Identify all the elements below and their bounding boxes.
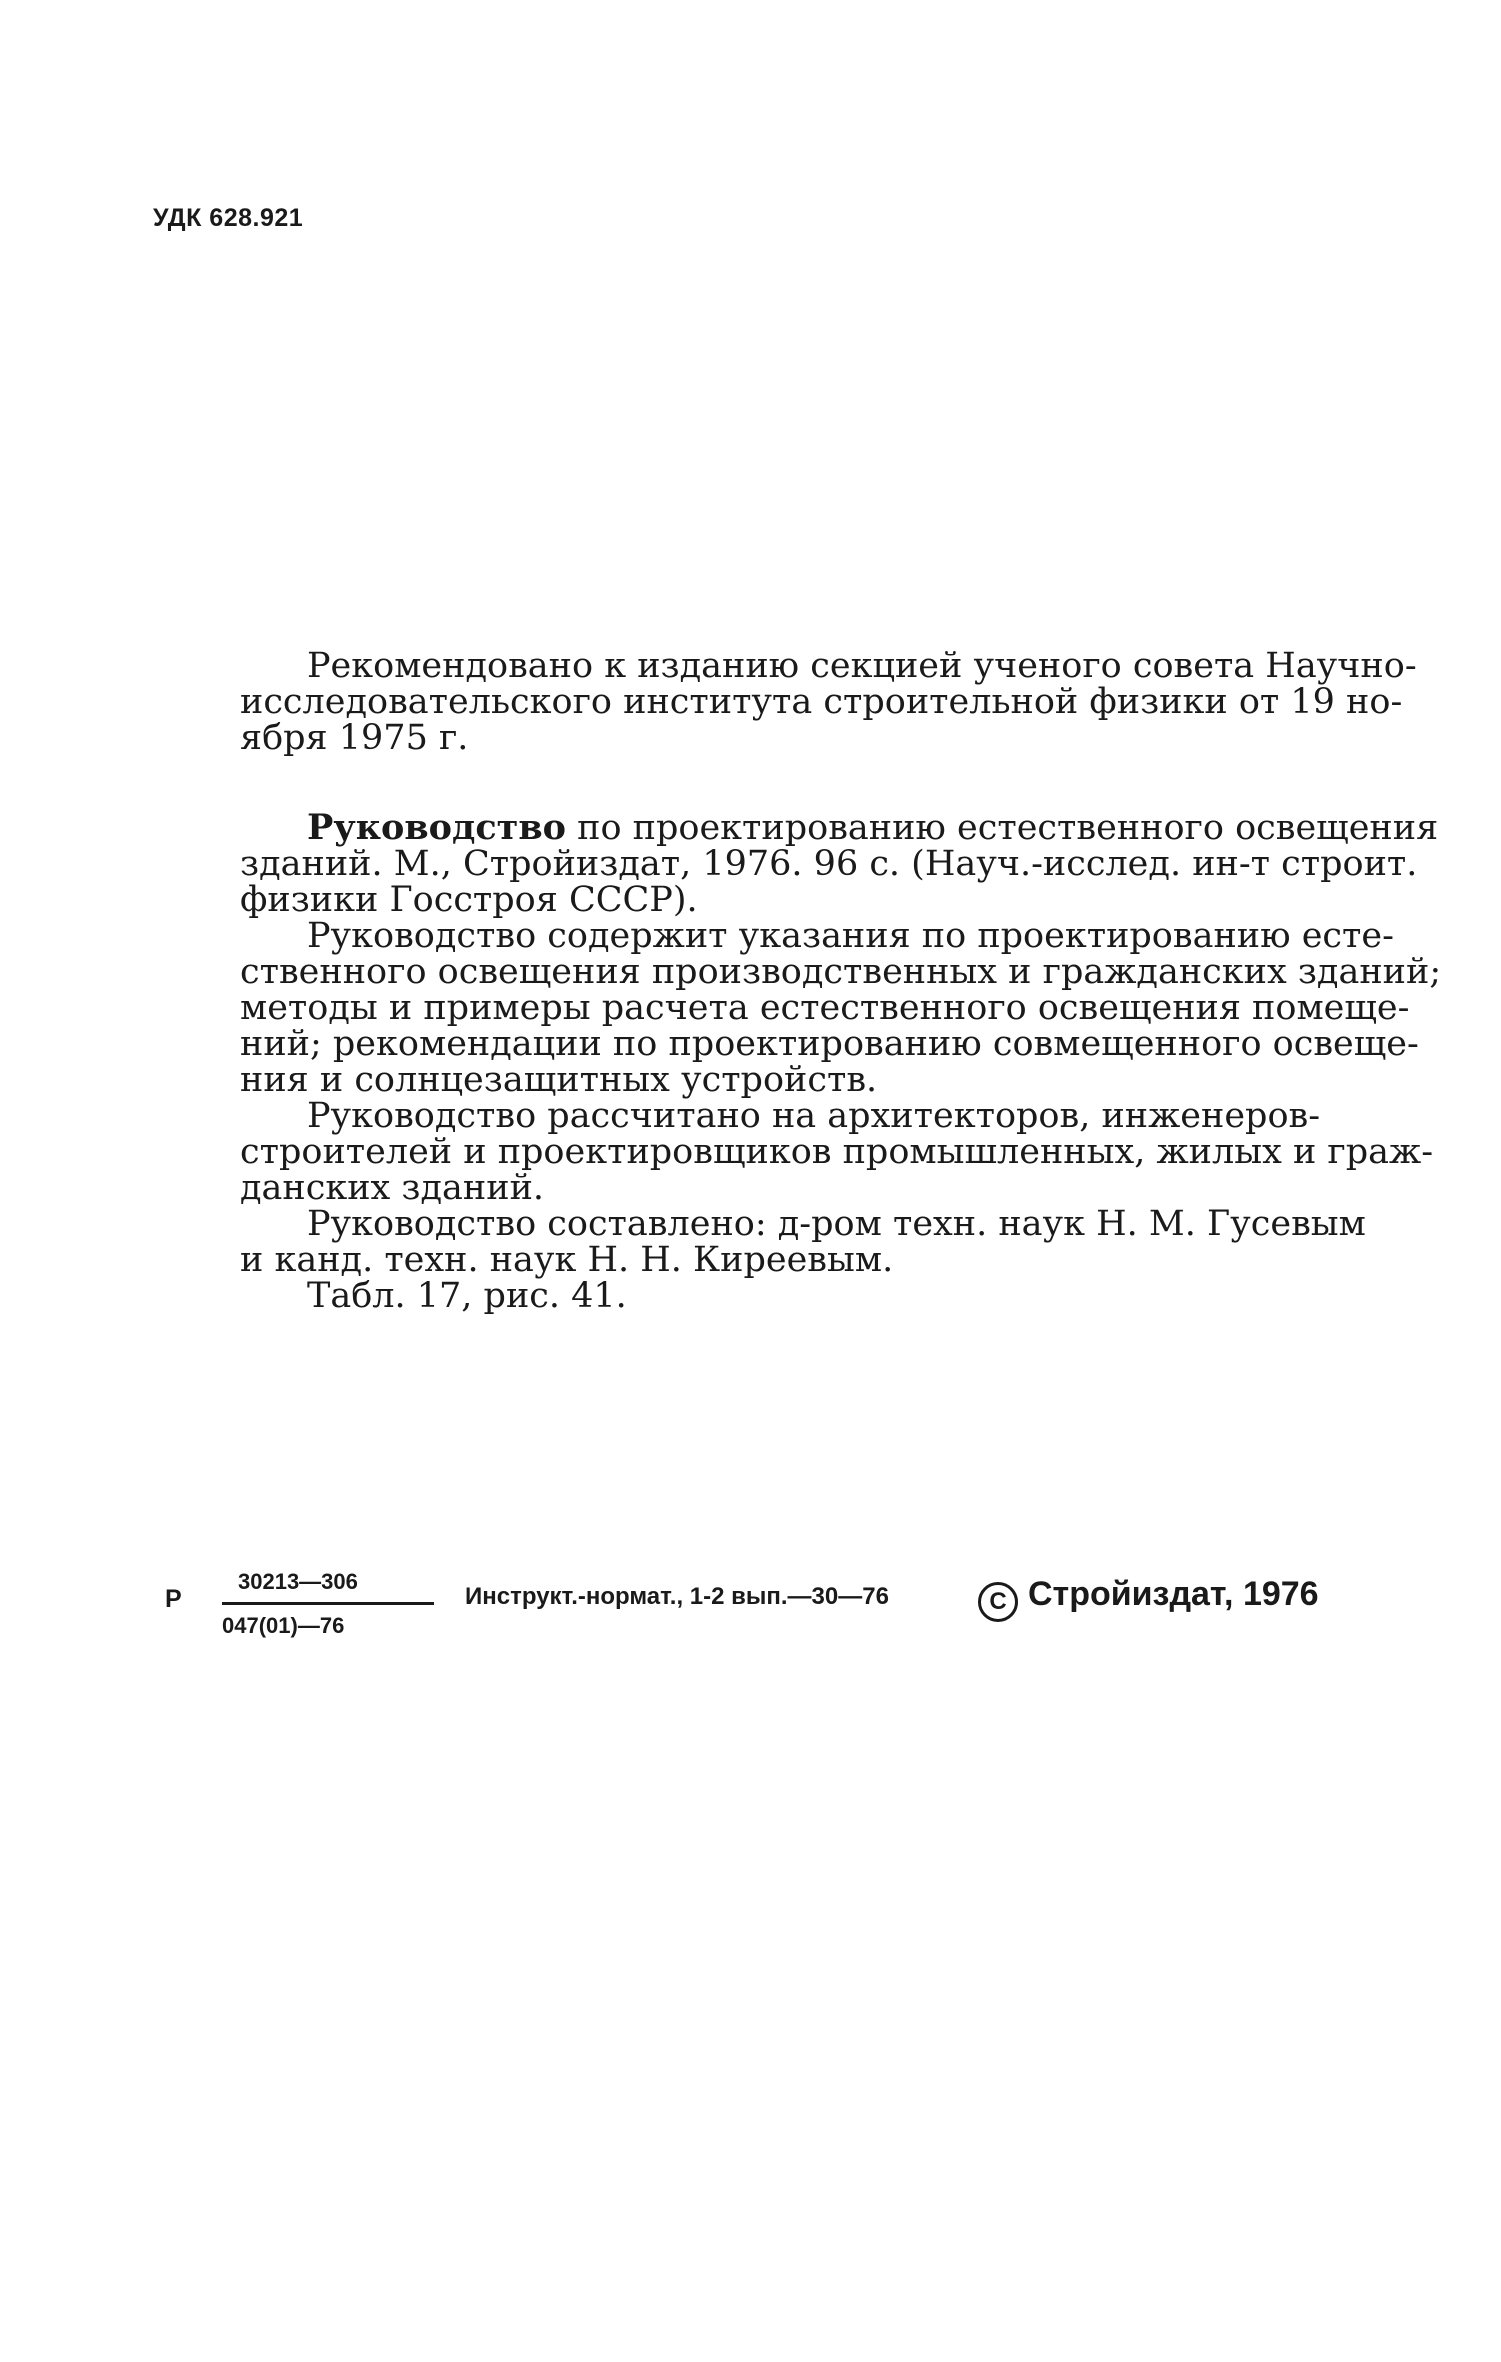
index-denominator: 047(01)—76 [222, 1613, 345, 1638]
authors-line: и канд. техн. наук Н. Н. Киреевым. [240, 1240, 894, 1280]
fraction-rule [222, 1602, 434, 1605]
authors-line: Руководство составлено: д-ром техн. наук Н. М. Гусевым [307, 1204, 1366, 1244]
index-letter: Р [165, 1585, 182, 1613]
copyright-icon: C [978, 1582, 1018, 1622]
content-line: ний; рекомендации по проектированию совмещенного освеще- [240, 1024, 1419, 1064]
audience-line: данских зданий. [240, 1168, 545, 1208]
bibliographic-description [240, 807, 1439, 920]
bib-line: физики Госстроя СССР). [240, 880, 698, 920]
bib-line-rest: по проектированию естественного освещения [566, 808, 1439, 848]
content-line: Руководство содержит указания по проектированию есте- [307, 916, 1394, 956]
tables-figures-count [240, 1278, 1285, 1314]
bib-line: зданий. М., Стройиздат, 1976. 96 с. (Науч.-исслед. ин-т строит. [240, 844, 1418, 884]
recommendation-line: Рекомендовано к изданию секцией ученого совета Научно- [307, 646, 1417, 686]
content-line: методы и примеры расчета естественного освещения помеще- [240, 988, 1410, 1028]
index-numerator: 30213—306 [238, 1569, 358, 1594]
content-line: ния и солнцезащитных устройств. [240, 1060, 878, 1100]
recommendation-line: исследовательского института строительной физики от 19 но- [240, 682, 1403, 722]
audience-line: строителей и проектировщиков промышленных, жилых и граж- [240, 1132, 1434, 1172]
tables-figures-line: Табл. 17, рис. 41. [307, 1276, 627, 1316]
bib-title-word: Руководство [307, 807, 566, 848]
audience-line: Руководство рассчитано на архитекторов, инженеров- [307, 1096, 1321, 1136]
instruction-code: Инструкт.-нормат., 1-2 вып.—30—76 [465, 1583, 889, 1610]
bib-line [240, 807, 1439, 848]
audience-description [240, 1096, 1434, 1208]
recommendation-line: ября 1975 г. [240, 718, 469, 758]
content-description [240, 916, 1442, 1100]
udk-code: УДК 628.921 [153, 204, 304, 232]
recommendation-paragraph [240, 646, 1417, 758]
publication-year: 1976 [1242, 1575, 1319, 1613]
authors-description [240, 1204, 1366, 1280]
publisher-name: Стройиздат, [1028, 1575, 1234, 1613]
copyright-notice [978, 1575, 1319, 1622]
content-line: ственного освещения производственных и гражданских зданий; [240, 952, 1442, 992]
imprint-footer [0, 1565, 1501, 1645]
annotation-section [240, 807, 1442, 1316]
